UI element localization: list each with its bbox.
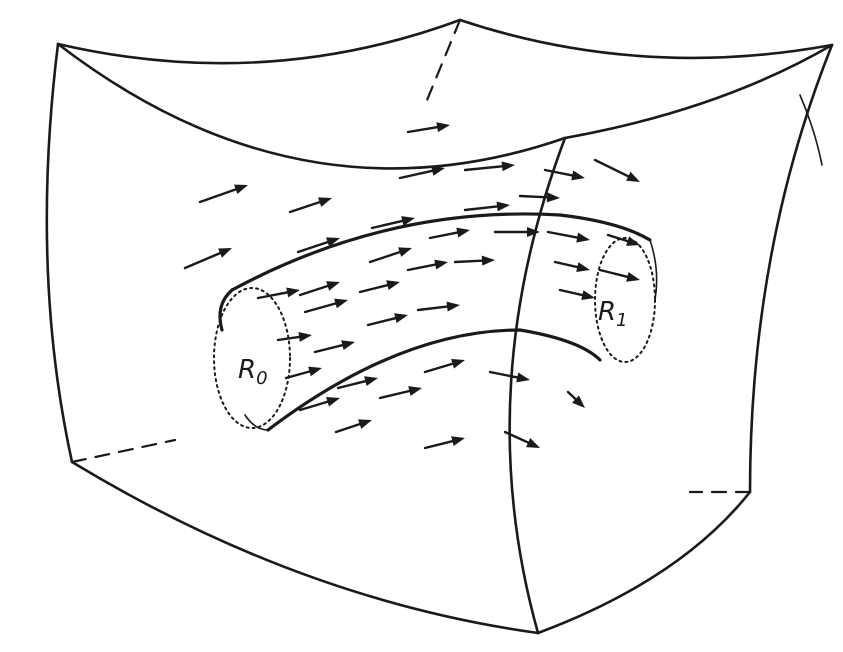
flow-arrow xyxy=(455,256,495,266)
flow-arrow-head xyxy=(497,201,510,211)
flow-arrow-head xyxy=(326,281,340,291)
flow-arrow xyxy=(380,386,422,398)
flow-arrow-head xyxy=(364,376,378,386)
flow-arrow xyxy=(425,359,465,372)
flow-arrow xyxy=(560,290,595,300)
flow-arrow xyxy=(520,192,560,202)
flow-arrow-shaft xyxy=(555,262,577,267)
outlet-rim xyxy=(650,240,657,300)
flow-arrow-head xyxy=(451,359,465,369)
hidden-bottom-left-edge xyxy=(72,440,175,462)
flow-arrow-head xyxy=(408,386,422,396)
flow-arrow-head xyxy=(394,313,408,323)
flow-arrow-shaft xyxy=(408,265,435,270)
top-left-edge xyxy=(58,20,460,63)
flow-arrow-shaft xyxy=(200,189,236,202)
flow-arrow xyxy=(608,235,640,246)
flow-arrow xyxy=(336,419,372,432)
hidden-back-vertical-edge xyxy=(425,20,460,105)
tube-upper-wall xyxy=(232,214,650,290)
flow-arrow-shaft xyxy=(336,424,360,432)
flow-arrow xyxy=(185,248,232,268)
flow-arrow xyxy=(300,281,340,295)
flow-arrow-head xyxy=(334,299,348,309)
flow-arrow xyxy=(200,185,248,202)
flow-arrow-head xyxy=(576,262,590,272)
flow-arrow-head xyxy=(386,280,400,290)
flow-arrow xyxy=(258,288,300,298)
flow-arrow-shaft xyxy=(548,232,577,238)
flow-arrow-shaft xyxy=(368,318,395,325)
flow-arrow xyxy=(360,280,400,292)
top-front-edge xyxy=(58,44,565,168)
flow-arrow-shaft xyxy=(430,233,457,238)
flow-arrow-shaft xyxy=(185,253,220,268)
flow-arrow xyxy=(368,313,408,325)
flow-arrow-head xyxy=(431,166,445,176)
flow-arrow-head xyxy=(398,247,412,256)
flow-arrow-head xyxy=(308,367,322,377)
flow-arrow-head xyxy=(436,122,450,132)
right-edge xyxy=(750,45,832,492)
flow-arrow-shaft xyxy=(278,337,299,340)
flow-arrow-head xyxy=(451,436,465,446)
flow-arrow-shaft xyxy=(305,303,335,312)
flow-arrow-head xyxy=(298,332,312,342)
tube-lower-wall xyxy=(268,330,600,430)
inlet-front-rim xyxy=(220,290,232,330)
flow-arrow xyxy=(595,160,640,182)
flow-arrow-shaft xyxy=(300,286,328,295)
flow-arrow-shaft xyxy=(425,364,453,372)
flow-arrow-shaft xyxy=(490,372,517,377)
flow-arrow-head xyxy=(341,340,355,350)
flow-arrow-head xyxy=(447,302,460,312)
outlet-label: $R_1$ xyxy=(598,297,628,331)
flow-arrow-shaft xyxy=(560,290,582,295)
flow-arrow-shaft xyxy=(400,171,432,178)
flow-arrow-head xyxy=(218,248,232,258)
flow-arrow xyxy=(408,260,448,270)
flow-arrow-shaft xyxy=(520,196,547,197)
flow-arrow-head xyxy=(434,260,448,270)
flow-arrow-shaft xyxy=(568,392,576,399)
flow-arrow-head xyxy=(326,397,340,407)
flow-arrow-shaft xyxy=(595,160,628,176)
flow-arrow-shaft xyxy=(360,285,387,292)
flow-arrow-head xyxy=(576,233,590,243)
flow-arrow-shaft xyxy=(600,270,627,277)
inlet-label: $R_0$ xyxy=(238,355,268,389)
flow-arrow-head xyxy=(626,272,640,282)
flow-arrow xyxy=(305,299,348,312)
volume-element xyxy=(47,20,832,633)
flow-arrow-shaft xyxy=(258,292,287,298)
flow-arrow-shaft xyxy=(425,441,452,448)
flow-arrow xyxy=(600,270,640,282)
flow-arrow xyxy=(568,392,585,408)
left-edge xyxy=(47,44,72,462)
flow-arrow-head xyxy=(526,438,540,448)
bottom-right-edge xyxy=(538,492,750,633)
flow-arrow xyxy=(548,232,590,242)
flow-arrow-head xyxy=(516,373,530,383)
flow-arrow-shaft xyxy=(315,345,342,352)
flow-arrow-head xyxy=(626,172,640,182)
flow-arrow xyxy=(465,201,510,211)
flow-arrow xyxy=(370,247,412,262)
flow-arrow xyxy=(555,262,590,272)
flow-arrow-head xyxy=(547,192,560,202)
flow-arrow-head xyxy=(626,236,640,246)
flow-arrow-head xyxy=(318,197,332,206)
flow-arrow xyxy=(286,367,322,378)
flow-arrow-shaft xyxy=(370,252,400,262)
flow-arrow-head xyxy=(482,256,495,266)
bottom-left-edge xyxy=(72,462,538,633)
flow-arrow-head xyxy=(581,290,595,300)
flow-arrow-head xyxy=(502,161,515,171)
flow-arrow-shaft xyxy=(418,307,447,310)
front-edge xyxy=(510,138,565,633)
flow-arrow xyxy=(278,332,312,342)
flux-tube xyxy=(214,214,657,430)
flow-arrow-head xyxy=(234,185,248,194)
flow-arrow-head xyxy=(358,419,372,428)
top-right-edge xyxy=(460,20,832,58)
flow-arrow-shaft xyxy=(408,127,437,132)
flow-arrow xyxy=(338,376,378,388)
flow-arrow xyxy=(430,228,470,238)
flow-arrow-head xyxy=(286,288,300,298)
flow-arrow-shaft xyxy=(545,170,572,175)
flow-arrow-shaft xyxy=(380,391,409,398)
flow-arrow-shaft xyxy=(290,202,320,212)
flow-arrow xyxy=(425,436,465,448)
flow-arrow-shaft xyxy=(465,206,497,210)
flow-arrows xyxy=(185,122,640,448)
flow-arrow xyxy=(315,340,355,352)
flow-arrow-shaft xyxy=(455,261,482,262)
flow-arrow-head xyxy=(456,228,470,238)
flow-arrow xyxy=(418,302,460,312)
flow-arrow-head xyxy=(571,171,585,181)
flow-arrow-shaft xyxy=(465,166,502,170)
flow-arrow xyxy=(290,197,332,212)
flow-arrow xyxy=(408,122,450,132)
